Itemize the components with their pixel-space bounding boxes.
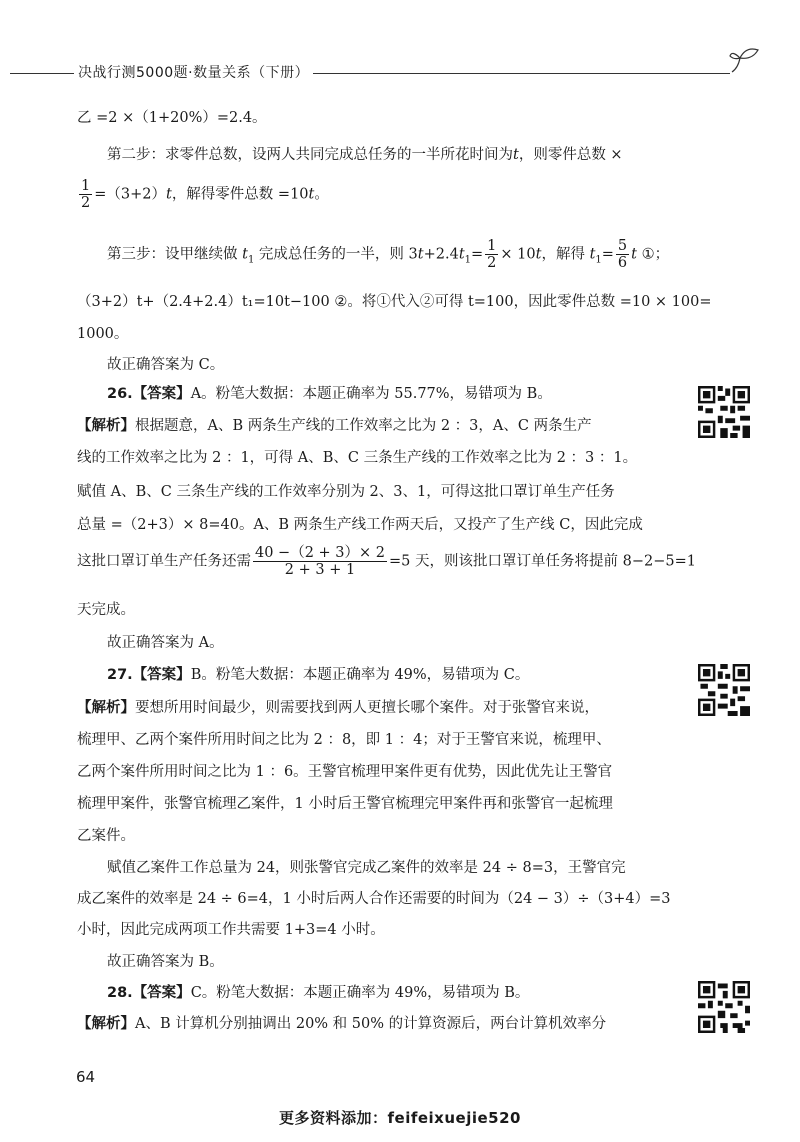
text-line: 乙 =2 ×（1+20%）=2.4。 (77, 110, 267, 126)
question-26-explanation: 【解析】根据题意，A、B 两条生产线的工作效率之比为 2 ：3，A、C 两条生产 (77, 418, 592, 434)
sprout-icon (728, 44, 762, 74)
text-line: 梳理甲案件，张警官梳理乙案件，1 小时后王警官梳理完甲案件再和张警官一起梳理 (77, 796, 613, 812)
text-line: 赋值乙案件工作总量为 24，则张警官完成乙案件的效率是 24 ÷ 8=3，王警官完 (107, 860, 626, 876)
qr-code-icon[interactable] (698, 664, 750, 716)
text-line-step2-cont: $\frac{1}{2}$ =（3+2）t，解得零件总数 =10t。 (81, 178, 329, 211)
question-28-explanation: 【解析】A、B 计算机分别抽调出 20% 和 50% 的计算资源后，两台计算机效率分 (77, 1016, 607, 1032)
text-line: 乙两个案件所用时间之比为 1 ：6。王警官梳理甲案件更有优势，因此优先让王警官 (77, 764, 613, 780)
question-26-answer: 26.【答案】A。粉笔大数据：本题正确率为 55.77%，易错项为 B。 (107, 386, 552, 402)
text-line: 梳理甲、乙两个案件所用时间之比为 2 ：8，即 1 ：4；对于王警官来说，梳理甲、 (77, 732, 611, 748)
text-line-step2: 第二步：求零件总数，设两人共同完成总任务的一半所花时间为t，则零件总数 × (107, 147, 623, 163)
fraction: $\frac{1}{2}$ (81, 178, 91, 211)
text-line: 赋值 A、B、C 三条生产线的工作效率分别为 2、3、1，可得这批口罩订单生产任务 (77, 484, 615, 500)
text-line-fraction: 这批口罩订单生产任务还需 $\frac{40 -(2 + 3)\times 2}{2 + 3 + 1}$ =5 天，则该批口罩订单任务将提前 8−2−5=1 (77, 545, 696, 578)
text-line: 1000。 (77, 326, 129, 342)
qr-code-icon[interactable] (698, 981, 750, 1033)
text-line: 总量 =（2+3）× 8=40。A、B 两条生产线工作两天后，又投产了生产线 C，因此完成 (77, 517, 643, 533)
header-rule-right (300, 73, 730, 74)
question-27-answer: 27.【答案】B。粉笔大数据：本题正确率为 49%，易错项为 C。 (107, 667, 530, 683)
text-line: （3+2）t+（2.4+2.4）t₁=10t−100 ②。将①代入②可得 t=100，因此零件总数 =10 × 100= (77, 294, 712, 310)
header-rule-left (10, 73, 74, 74)
text-line: 小时，因此完成两项工作共需要 1+3=4 小时。 (77, 922, 385, 938)
answer-line: 故正确答案为 B。 (107, 954, 224, 970)
text-line: 成乙案件的效率是 24 ÷ 6=4，1 小时后两人合作还需要的时间为（24 − 3）÷（3+4）=3 (77, 891, 671, 907)
footer-contact-text: 更多资料添加：feifeixuejie520 (279, 1109, 521, 1127)
page-number: 64 (76, 1068, 96, 1086)
qr-code-icon[interactable] (698, 386, 750, 438)
answer-line: 故正确答案为 A。 (107, 635, 224, 651)
running-header-title: 决战行测5000题·数量关系（下册） (74, 62, 313, 82)
fraction: $\frac{5}{6}$ (617, 238, 628, 271)
question-28-answer: 28.【答案】C。粉笔大数据：本题正确率为 49%，易错项为 B。 (107, 985, 530, 1001)
fraction: $\frac{1}{2}$ (487, 238, 497, 271)
question-27-explanation: 【解析】要想所用时间最少，则需要找到两人更擅长哪个案件。对于张警官来说， (77, 700, 599, 716)
fraction: $\frac{40 -(2 + 3)\times 2}{2 + 3 + 1}$ (255, 545, 386, 578)
text-line: 天完成。 (77, 602, 135, 618)
answer-line: 故正确答案为 C。 (107, 357, 225, 373)
text-line-step3: 第三步：设甲继续做 $t_1$ 完成总任务的一半，则 $3t+2.4t_1=$ $\frac{1}{2}$ × 10t，解得 $t_1=$ $\frac{5}{6}$ t ①； (107, 238, 670, 271)
text-line: 乙案件。 (77, 828, 135, 844)
text-line: 线的工作效率之比为 2 ：1，可得 A、B、C 三条生产线的工作效率之比为 2 ：3 ：1。 (77, 450, 638, 466)
